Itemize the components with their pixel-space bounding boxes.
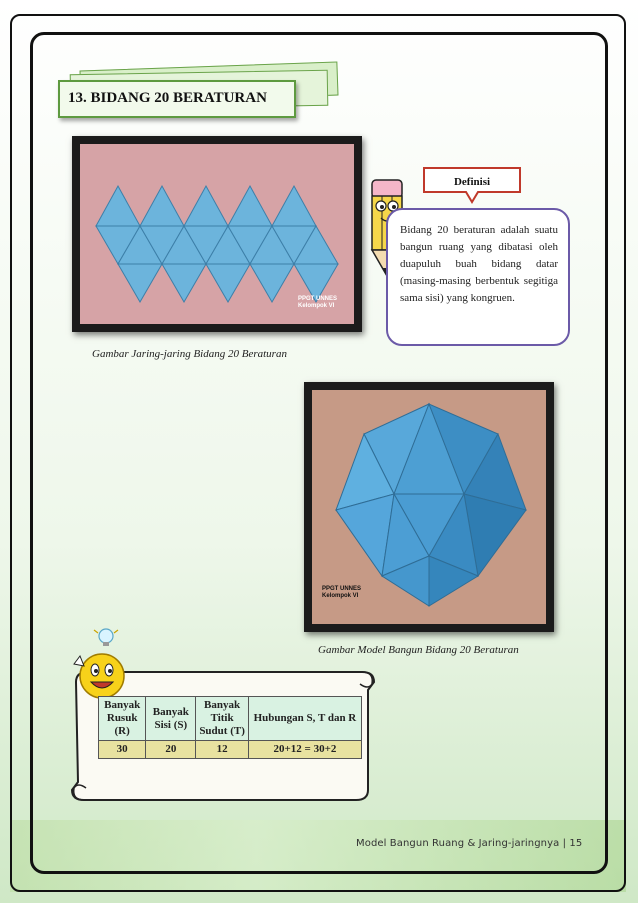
definition-box [386, 208, 570, 346]
definition-text: Bidang 20 beraturan adalah suatu bangun ruang yang dibatasi oleh duapuluh buah bidang datar (masing-masing berbentuk segitiga sama sisi) yang kongruen. [400, 224, 558, 304]
header-sisi: Banyak Sisi (S) [146, 697, 196, 741]
title-banner [58, 66, 343, 126]
model-caption: Gambar Model Bangun Bidang 20 Beraturan [318, 644, 519, 656]
cell-titik-sudut: 12 [196, 741, 249, 759]
model-photo [304, 382, 554, 632]
model-watermark-line1: PPGT UNNES [322, 586, 362, 592]
definition-label: Definisi [453, 176, 491, 188]
properties-table [98, 696, 362, 759]
net-watermark-line1: PPGT UNNES [298, 296, 338, 302]
net-watermark-line2: Kelompok VI [298, 303, 335, 309]
header-rusuk: Banyak Rusuk (R) [99, 697, 146, 741]
header-titik-sudut: Banyak Titik Sudut (T) [196, 697, 249, 741]
cell-rusuk: 30 [99, 741, 146, 759]
cell-sisi: 20 [146, 741, 196, 759]
model-watermark-line2: Kelompok VI [322, 593, 359, 599]
net-caption: Gambar Jaring-jaring Bidang 20 Beraturan [92, 348, 287, 360]
header-hubungan: Hubungan S, T dan R [248, 697, 361, 741]
cell-hubungan: 20+12 = 30+2 [248, 741, 361, 759]
page-footer: Model Bangun Ruang & Jaring-jaringnya | 15 [356, 838, 583, 849]
smiley-lightbulb-icon [70, 624, 130, 704]
page-title: 13. BIDANG 20 BERATURAN [58, 80, 296, 118]
net-photo [72, 136, 362, 332]
table-header-row [99, 697, 362, 741]
table-row [99, 741, 362, 759]
